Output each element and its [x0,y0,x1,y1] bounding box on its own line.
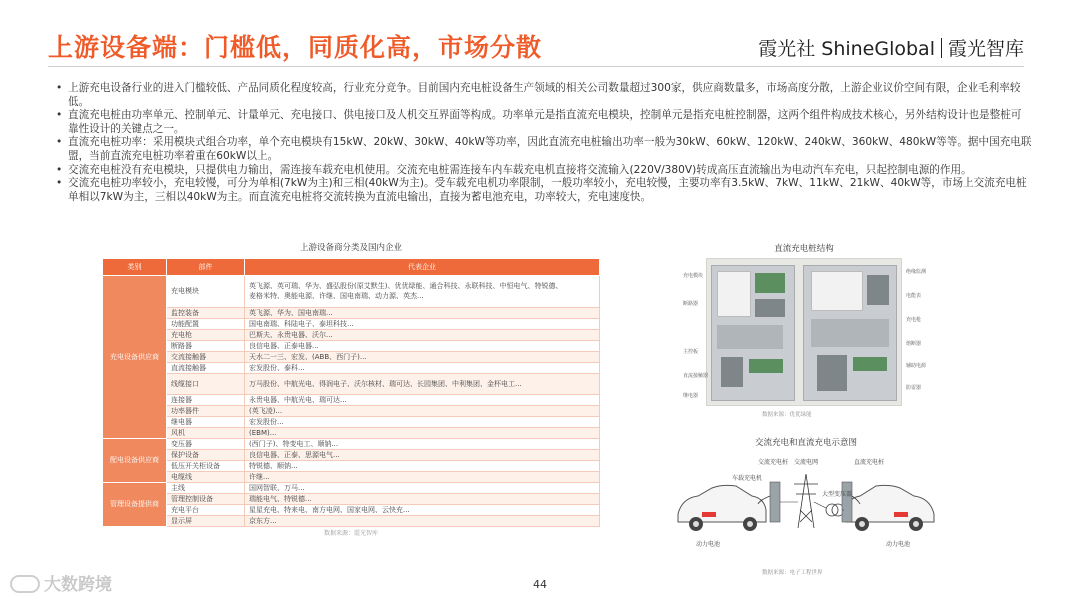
component-cell: 保护设备 [167,449,245,460]
transformer-icon [826,504,844,516]
category-cell: 管理设备提供商 [103,482,167,526]
fig1-source: 数据来源：优优绿能 [762,412,812,418]
category-cell: 充电设备供应商 [103,276,167,439]
component-block [853,357,887,371]
table-row [103,493,600,504]
firm-line: (EBM)... [249,428,277,437]
label-transformer: 大型变压器 [822,491,853,498]
bullet-list [56,82,1032,204]
firm-line: 永贵电器、中航光电、瑞可达... [249,395,347,404]
firm-cell [245,482,600,493]
left-car [678,485,766,531]
firm-line: (英飞凌)... [249,406,283,415]
firm-line: 良信电器、正泰电器... [249,341,319,350]
table-row [103,276,600,308]
table-row [103,515,600,526]
battery-right [894,512,908,517]
component-block [717,271,751,317]
callout-label: 继电器 [683,393,699,399]
table-source: 数据来源：霞光智库 [323,529,378,537]
supplier-table [102,258,600,527]
firm-cell [245,460,600,471]
table-row [103,307,600,318]
fig1-title: 直流充电桩结构 [774,244,834,254]
firm-line: 宏发股份、泰科... [249,363,305,372]
callout-label: 熔断器 [906,341,922,347]
bullet-item: • 直流充电桩功率：采用模块式组合功率，单个充电模块有15kW、20kW、30kW、40kW等功率，因此直流充电桩输出功率一般为30kW、60kW、120kW、240kW、360kW、480kW等等。据中国充电联盟，当前直流充电桩功率着重在60kW以上。 [56,136,1032,163]
label-onboard-charger: 车载充电机 [732,475,763,482]
component-cell: 连接器 [167,394,245,405]
firm-cell [245,373,600,394]
table-header: 部件 [167,259,245,276]
callout-label: 防雷器 [906,385,922,391]
table-row [103,471,600,482]
supplier-table-panel [102,238,600,541]
brand-right: 霞光智库 [947,38,1024,60]
dc-charging-pile [842,482,852,522]
table-row [103,394,600,405]
table-row [103,427,600,438]
label-ac-pile: 交流充电桩 [758,459,789,466]
bullet-item: • 上游充电设备行业的进入门槛较低、产品同质化程度较高，行业充分竞争。目前国内充电桩设备生产领域的相关公司数量超过300家，供应商数量多，市场高度分散，上游企业议价空间有限，企业毛利率较低。 [56,82,1032,109]
callout-label: 主控板 [683,349,699,355]
component-cell: 低压开关柜设备 [167,460,245,471]
table-row [103,504,600,515]
callout-label: 断路器 [683,301,699,307]
firm-line: 瑞能电气、特锐德... [249,494,312,503]
fig2-title: 交流充电和直流充电示意图 [754,438,857,448]
component-block [811,271,863,311]
dc-charger-photo [706,258,902,406]
firm-cell [245,307,600,318]
component-block [749,359,783,373]
table-row [103,340,600,351]
component-cell: 交流接触器 [167,351,245,362]
table-row [103,438,600,449]
firm-cell [245,504,600,515]
table-header: 代表企业 [245,259,600,276]
callout-label: 电能表 [906,293,922,299]
label-battery-left: 动力电池 [696,541,721,548]
bullet-item: • 直流充电桩由功率单元、控制单元、计量单元、充电接口、供电接口及人机交互界面等构成。功率单元是指直流充电模块，控制单元是指充电桩控制器，这两个组件构成技术核心，另外结构设计也是整桩可靠性设计的关键点之一。 [56,109,1032,136]
right-car [846,485,934,531]
component-cell: 显示屏 [167,515,245,526]
table-row [103,362,600,373]
callout-label: 充电模块 [683,273,704,279]
firm-line: 英飞源、华为、国电南瑞... [249,308,333,317]
firm-cell [245,362,600,373]
component-cell: 监控装备 [167,307,245,318]
component-cell: 电缆线 [167,471,245,482]
fig2-source: 数据来源：电子工程世界 [762,570,823,576]
component-block [721,357,743,387]
callout-label: 绝缘监测 [906,269,927,275]
firm-cell [245,276,600,308]
firm-line: 万马股份、中航光电、得润电子、沃尔核材、瑞可达、长园集团、中利集团、金杯电工... [249,379,522,388]
bullet-item: • 交流充电桩没有充电模块，只提供电力输出，需连接车载充电机使用。交流充电桩需连接车内车载充电机直接将交流输入(220V/380V)转成高压直流输出为电动汽车充电，只起控制电源的作用。 [56,164,1032,178]
component-cell: 管理控制设备 [167,493,245,504]
table-row [103,416,600,427]
firm-line: 许继... [249,472,270,481]
table-row [103,460,600,471]
firm-cell [245,515,600,526]
firm-cell [245,351,600,362]
label-grid: 交流电网 [794,459,819,466]
firm-line: 英飞源、英可瑞、华为、盛弘股份(原艾默生)、优优绿能、通合科技、永联科技、中恒电气、特锐德、 [249,282,563,291]
firm-line: 国网智联、万马... [249,483,305,492]
page-number: 44 [533,578,547,591]
table-header: 类别 [103,259,167,276]
ac-charging-pile [770,482,780,522]
component-block [817,355,847,391]
battery-left [702,512,716,517]
firm-cell [245,449,600,460]
brand-left: 霞光社 ShineGlobal [758,38,935,60]
table-row [103,482,600,493]
watermark-text: 大数跨境 [44,575,112,595]
firm-cell [245,427,600,438]
firm-line: 特锐德、顺钠... [249,461,298,470]
firm-cell [245,471,600,482]
firm-cell [245,416,600,427]
firm-line: 宏发股份... [249,417,284,426]
category-cell: 配电设备供应商 [103,438,167,482]
component-cell: 功能配置 [167,318,245,329]
component-cell: 断路器 [167,340,245,351]
label-dc-pile: 直流充电桩 [854,459,885,466]
table-row [103,329,600,340]
watermark [10,570,112,595]
table-title: 上游设备商分类及国内企业 [299,243,402,253]
label-battery-right: 动力电池 [886,541,911,548]
component-cell: 充电模块 [167,276,245,308]
ac-dc-diagram [672,452,940,564]
component-cell: 风机 [167,427,245,438]
component-block [811,319,889,347]
callout-label: 辅助电源 [906,363,927,369]
firm-cell [245,394,600,405]
component-block [755,299,785,317]
firm-cell [245,438,600,449]
firm-cell [245,329,600,340]
component-cell: 功率器件 [167,405,245,416]
header-rule [48,66,1024,67]
table-row [103,373,600,394]
firm-line: 京东方... [249,516,277,525]
component-cell: 继电器 [167,416,245,427]
firm-line: 麦格米特、奥能电源、许继、国电南瑞、动力源、英杰... [249,292,424,301]
table-row [103,405,600,416]
watermark-logo-icon [10,575,40,593]
firm-cell [245,405,600,416]
firm-line: (西门子)、特变电工、顺钠... [249,439,339,448]
firm-cell [245,340,600,351]
firm-line: 星星充电、特来电、南方电网、国家电网、云快充... [249,505,410,514]
brand-logo [758,34,1024,61]
table-row [103,351,600,362]
firm-line: 国电南瑞、科陆电子、泰坦科技... [249,319,354,328]
firm-cell [245,493,600,504]
page-title: 上游设备端：门槛低，同质化高，市场分散 [48,33,543,62]
component-block [755,273,785,293]
power-tower [794,474,818,528]
callout-label: 直流接触器 [683,373,709,379]
bullet-item: • 交流充电桩功率较小，充电较慢，可分为单相(7kW为主)和三相(40kW为主)。受车载充电机功率限制，一般功率较小，充电较慢，主要功率有3.5kW、7kW、11kW、21kW、40kW等，市场上交流充电桩单相以7kW为主，三相以40kW为主。而直流充电桩将交流转换为直流电输出，直接为蓄电池充电，功率较大，充电速度快。 [56,177,1032,204]
firm-line: 巴斯夫、永贵电器、沃尔... [249,330,333,339]
component-block [717,325,783,349]
component-cell: 直流接触器 [167,362,245,373]
table-row [103,318,600,329]
table-row [103,449,600,460]
firm-cell [245,318,600,329]
firm-line: 天水二一三、宏发、(ABB、西门子)... [249,352,367,361]
component-cell: 充电枪 [167,329,245,340]
component-cell: 主线 [167,482,245,493]
brand-divider [941,38,942,58]
callout-label: 充电枪 [906,317,922,323]
component-cell: 变压器 [167,438,245,449]
component-cell: 线缆接口 [167,373,245,394]
component-block [867,275,889,305]
firm-line: 良信电器、正泰、思源电气... [249,450,340,459]
component-cell: 充电平台 [167,504,245,515]
